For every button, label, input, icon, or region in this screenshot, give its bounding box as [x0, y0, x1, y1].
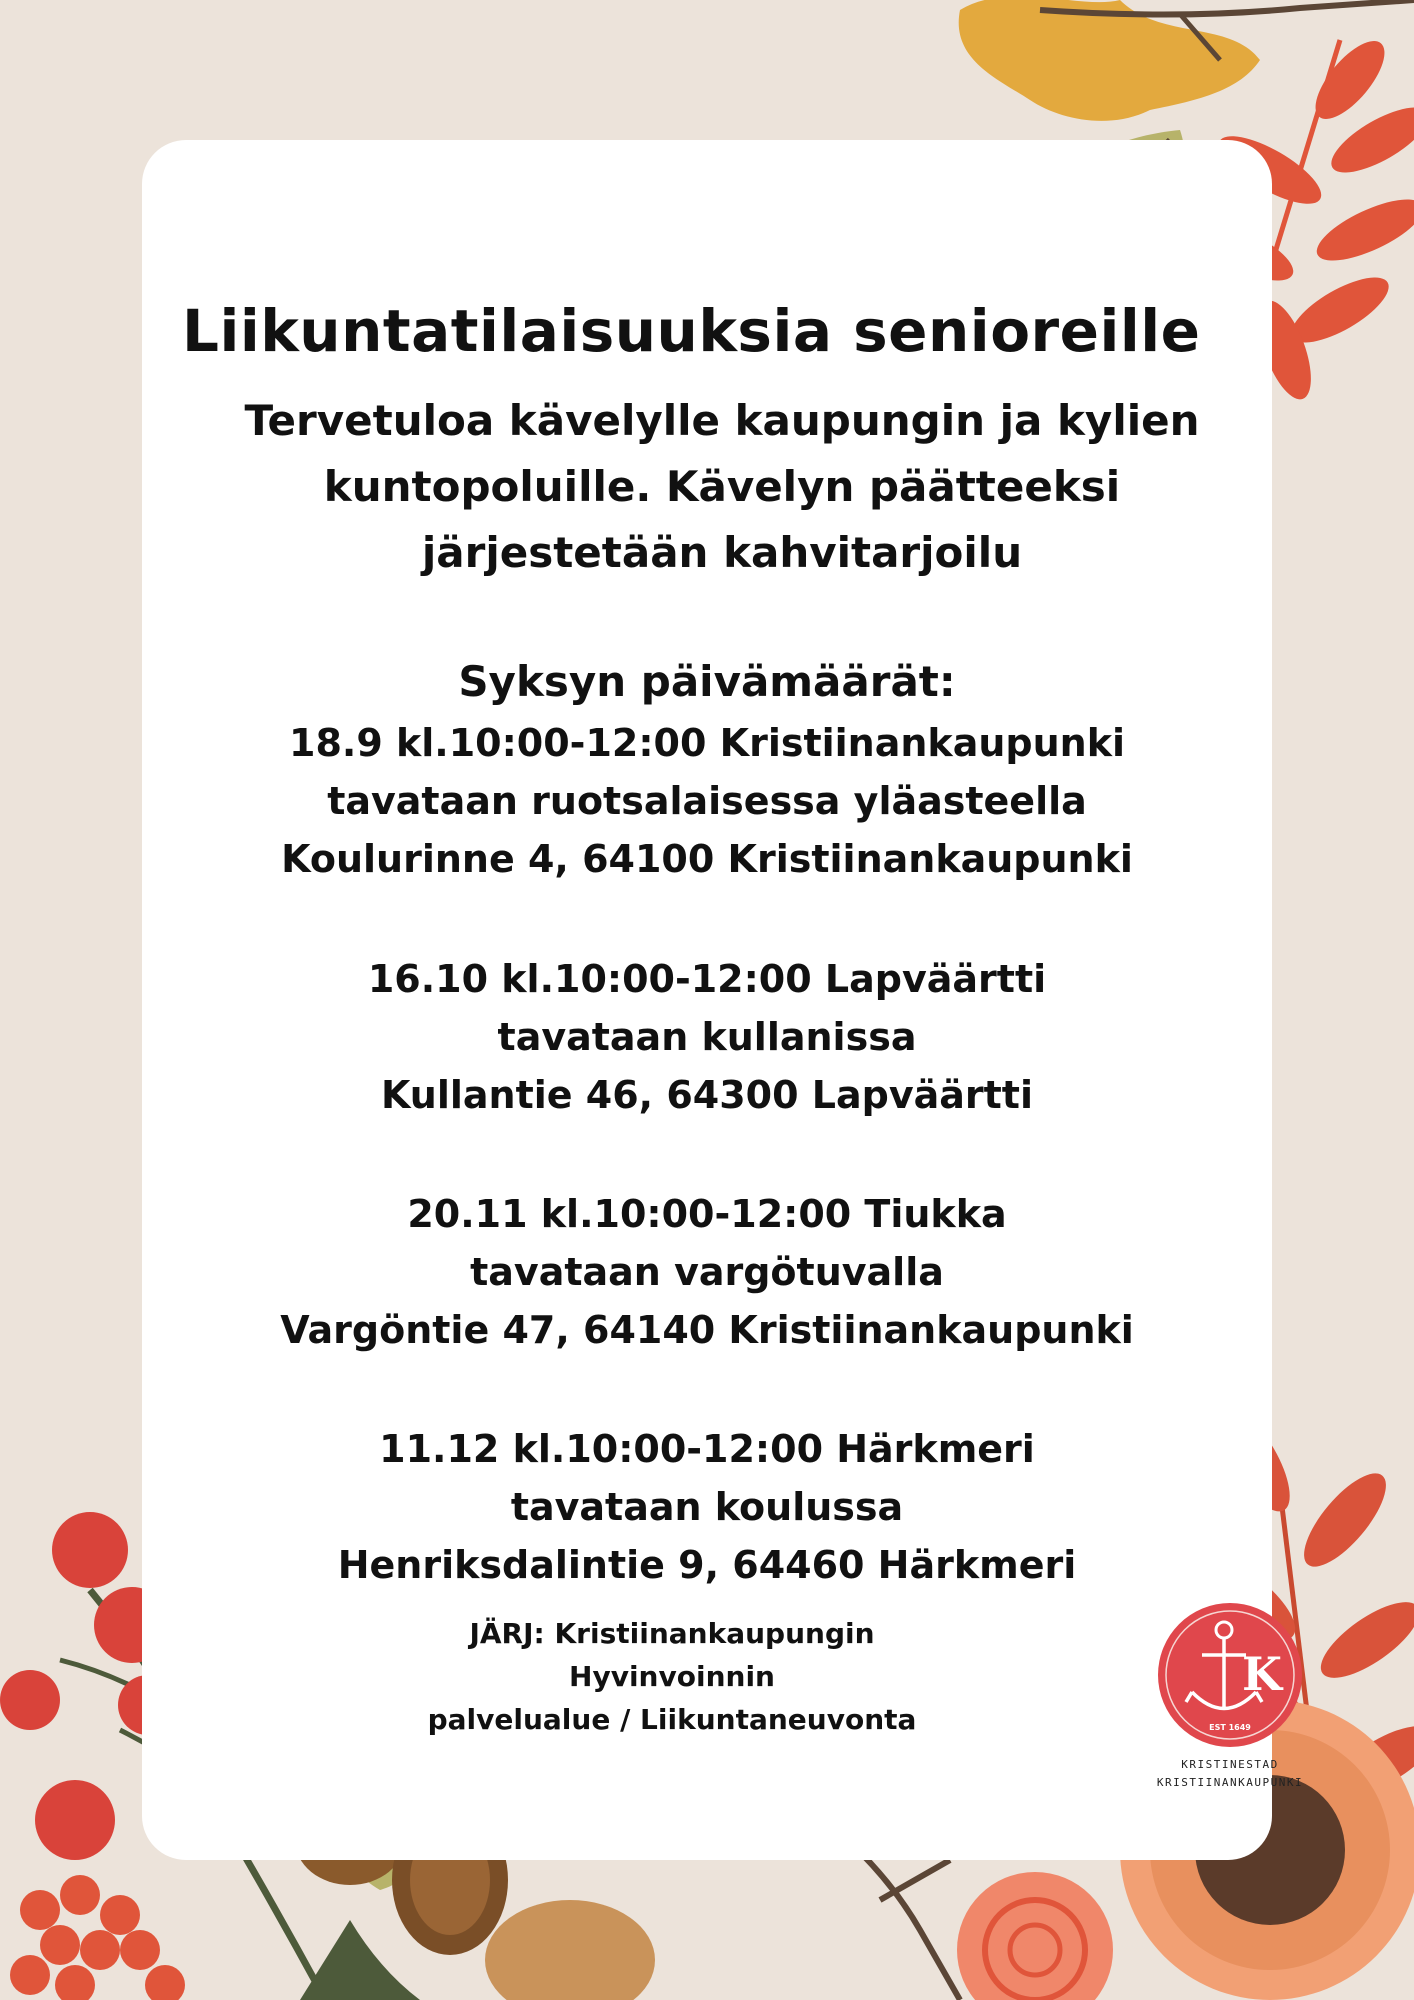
intro-line: kuntopoluille. Kävelyn päätteeksi: [323, 462, 1121, 511]
page-title: Liikuntatilaisuuksia senioreille: [182, 297, 1201, 365]
intro-line: järjestetään kahvitarjoilu: [421, 528, 1023, 577]
event-block: [142, 714, 1272, 888]
event-address: Koulurinne 4, 64100 Kristiinankaupunki: [281, 837, 1133, 881]
intro-line: Tervetuloa kävelylle kaupungin ja kylien: [244, 396, 1200, 445]
event-block: [142, 1420, 1272, 1594]
intro-text: [202, 388, 1242, 586]
dates-heading: Syksyn päivämäärät:: [458, 657, 956, 706]
event-when-where: 16.10 kl.10:00-12:00 Lapväärtti: [367, 957, 1047, 1001]
event-meeting-place: tavataan ruotsalaisessa yläasteella: [327, 779, 1087, 823]
kristinestad-logo: [1142, 1600, 1318, 1790]
rowan-berry-cluster-icon: [10, 1875, 185, 2000]
event-block: [142, 950, 1272, 1124]
event-meeting-place: tavataan koulussa: [510, 1485, 904, 1529]
event-address: Kullantie 46, 64300 Lapväärtti: [381, 1073, 1033, 1117]
event-address: Vargöntie 47, 64140 Kristiinankaupunki: [280, 1308, 1134, 1352]
anchor-emblem-icon: [1142, 1600, 1318, 1750]
event-block: [142, 1185, 1272, 1359]
organizer-text: [362, 1612, 982, 1741]
organizer-line: palvelualue / Liikuntaneuvonta: [427, 1703, 917, 1736]
event-when-where: 11.12 kl.10:00-12:00 Härkmeri: [379, 1427, 1035, 1471]
event-meeting-place: tavataan vargötuvalla: [470, 1250, 944, 1294]
oak-leaf-icon: [959, 0, 1260, 121]
organizer-line: JÄRJ: Kristiinankaupungin Hyvinvoinnin: [469, 1617, 875, 1693]
pinecone-icon: [485, 1900, 655, 2000]
coral-flower-icon: [957, 1872, 1113, 2000]
event-address: Henriksdalintie 9, 64460 Härkmeri: [337, 1543, 1077, 1587]
logo-letter: K: [1242, 1647, 1282, 1701]
logo-est: EST 1649: [1209, 1723, 1251, 1732]
event-when-where: 20.11 kl.10:00-12:00 Tiukka: [407, 1192, 1007, 1236]
event-when-where: 18.9 kl.10:00-12:00 Kristiinankaupunki: [289, 721, 1125, 765]
logo-name-sv: KRISTINESTAD: [1181, 1758, 1279, 1771]
logo-name-fi: KRISTIINANKAUPUNKI: [1156, 1776, 1304, 1789]
event-meeting-place: tavataan kullanissa: [497, 1015, 917, 1059]
